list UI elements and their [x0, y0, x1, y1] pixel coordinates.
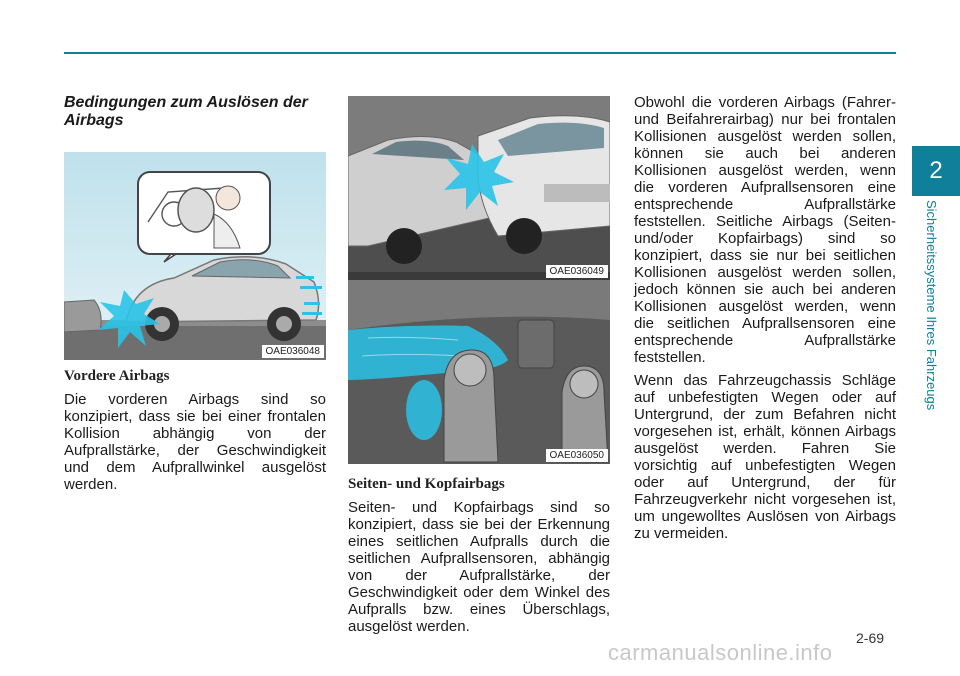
chapter-number-tab[interactable]: 2	[912, 146, 960, 196]
column3-paragraph-1: Obwohl die vorderen Airbags (Fahrer- und Beifahrerairbag) nur bei frontalen Kollisionen ausgelöst werden sollen, können sie auch bei anderen Kollisionen ausgelöst werden, wenn die vorderen Aufprallsensoren eine entsprechende Aufprallstärke feststellen. Seitliche Airbags (Seiten- und/oder Kopfairbags) sind so konzipiert, dass sie nur bei seitlichen Kollisionen ausgelöst werden sollen, jedoch können sie auch bei anderen Kollisionen ausgelöst werden, wenn die seitlichen Aufprallsensoren eine entsprechende Aufprallstärke feststellen.	[634, 94, 896, 366]
section-heading: Bedingungen zum Auslösen der Airbags	[64, 94, 308, 129]
column-3	[634, 94, 896, 542]
side-curtain-airbag-illustration	[348, 280, 610, 464]
column-1	[64, 94, 326, 493]
chapter-title: Sicherheitssysteme Ihres Fahrzeugs	[924, 200, 939, 411]
figure-code-3: OAE036050	[546, 449, 609, 462]
front-collision-illustration	[64, 152, 326, 360]
figure-code-2: OAE036049	[546, 265, 609, 278]
front-airbags-text: Die vorderen Airbags sind so konzipiert, dass sie bei einer frontalen Kollision abhängig von der Aufprallstärke, der Geschwindigkeit und dem Aufprallwinkel ausgelöst werden.	[64, 391, 326, 493]
side-airbags-heading: Seiten- und Kopfairbags	[348, 476, 505, 492]
top-rule	[64, 52, 896, 54]
figure-front-collision	[64, 152, 326, 360]
watermark: carmanualsonline.info	[608, 640, 833, 665]
column-2	[348, 94, 610, 635]
figure-side-collision	[348, 96, 610, 280]
column3-paragraph-2: Wenn das Fahrzeugchassis Schläge auf unbefestigten Wegen oder auf Untergrund, der zum Befahren nicht vorgesehen ist, erhält, können Airbags ausgelöst werden. Fahren Sie vorsichtig auf unbefestigten Wegen oder auf Untergrund, der für Fahrzeugverkehr nicht vorgesehen ist, um ungewolltes Auslösen von Airbags zu vermeiden.	[634, 372, 896, 542]
side-airbags-text: Seiten- und Kopfairbags sind so konzipiert, dass sie bei der Erkennung eines seitlichen Aufpralls durch die seitlichen Aufprallsensoren, abhängig von der Aufprallstärke, der Geschwindigkeit oder dem Winkel des Aufpralls bzw. eines Überschlags, ausgelöst werden.	[348, 499, 610, 635]
figure-side-airbags	[348, 280, 610, 464]
page-number: 2-69	[856, 630, 885, 646]
front-airbags-heading: Vordere Airbags	[64, 368, 170, 384]
side-collision-illustration	[348, 96, 610, 280]
figure-code-1: OAE036048	[262, 345, 325, 358]
